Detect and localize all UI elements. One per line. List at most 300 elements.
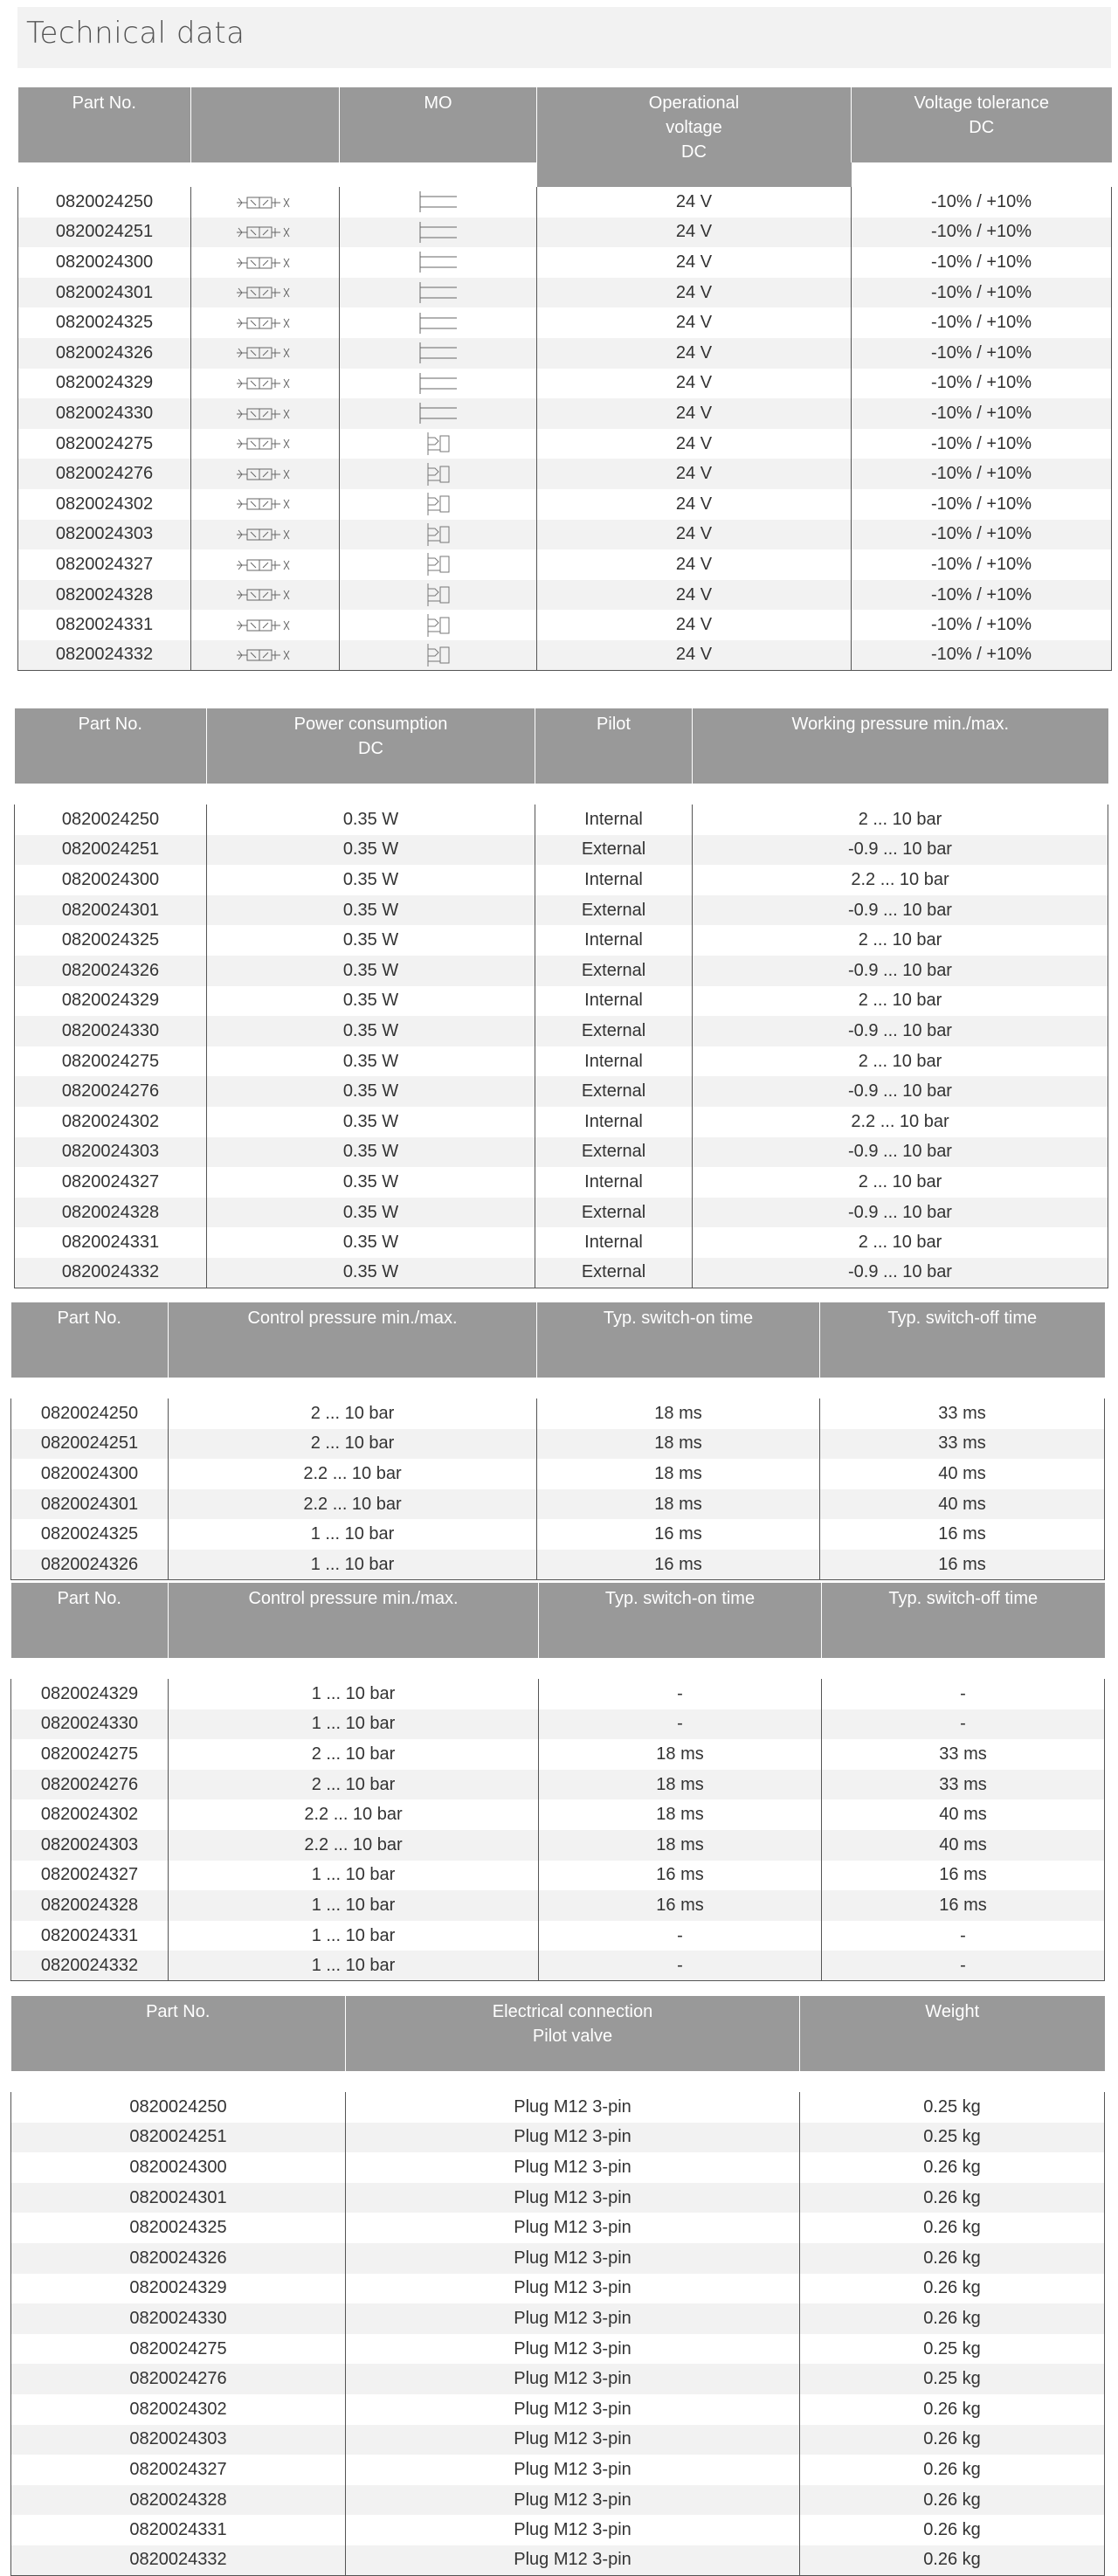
voltage-tolerance: -10% / +10% <box>852 278 1112 308</box>
symbol-cell <box>191 610 340 640</box>
mo-symbol-icon <box>417 250 460 274</box>
table-voltage <box>17 87 1112 671</box>
pilot: Internal <box>535 1167 693 1198</box>
part-number: 0820024329 <box>11 2274 346 2304</box>
col-header: Part No. <box>15 708 207 784</box>
control-pressure: 2 ... 10 bar <box>169 1739 539 1770</box>
switch-on-time: 18 ms <box>539 1799 822 1830</box>
mo-symbol-icon <box>421 642 456 668</box>
table-row <box>15 1046 1108 1077</box>
power-consumption: 0.35 W <box>207 1107 535 1137</box>
part-number: 0820024327 <box>18 549 191 580</box>
table-row <box>11 1489 1105 1520</box>
operational-voltage: 24 V <box>537 278 852 308</box>
weight: 0.26 kg <box>800 2274 1105 2304</box>
table-electrical <box>10 1996 1105 2576</box>
switch-off-time: - <box>822 1709 1105 1740</box>
table-row <box>11 2485 1105 2516</box>
table-row <box>15 986 1108 1017</box>
power-consumption: 0.35 W <box>207 1227 535 1258</box>
table-row <box>18 218 1112 248</box>
col-header: Part No. <box>11 1583 169 1658</box>
electrical-connection: Plug M12 3-pin <box>346 2334 800 2365</box>
voltage-tolerance: -10% / +10% <box>852 398 1112 429</box>
valve-symbol-icon <box>235 374 296 393</box>
electrical-connection: Plug M12 3-pin <box>346 2515 800 2545</box>
col-header: Part No. <box>11 1996 346 2071</box>
mo-cell <box>340 580 537 611</box>
mo-symbol-icon <box>421 582 456 608</box>
table-row <box>15 805 1108 835</box>
voltage-tolerance: -10% / +10% <box>852 338 1112 369</box>
electrical-connection: Plug M12 3-pin <box>346 2455 800 2485</box>
voltage-tolerance: -10% / +10% <box>852 489 1112 520</box>
switch-on-time: - <box>539 1951 822 1981</box>
operational-voltage: 24 V <box>537 307 852 338</box>
weight: 0.25 kg <box>800 2123 1105 2153</box>
table-row <box>18 580 1112 611</box>
working-pressure: 2 ... 10 bar <box>693 1167 1108 1198</box>
mo-symbol-icon <box>421 461 456 487</box>
mo-symbol-icon <box>417 311 460 335</box>
working-pressure: -0.9 ... 10 bar <box>693 1137 1108 1168</box>
symbol-cell <box>191 459 340 489</box>
mo-symbol-icon <box>421 521 456 548</box>
part-number: 0820024275 <box>15 1046 207 1077</box>
switch-off-time: - <box>822 1951 1105 1981</box>
switch-on-time: 18 ms <box>537 1429 820 1460</box>
valve-symbol-icon <box>235 434 296 453</box>
mo-symbol-icon <box>421 551 456 577</box>
power-consumption: 0.35 W <box>207 805 535 835</box>
mo-cell <box>340 278 537 308</box>
col-header: Part No. <box>11 1302 169 1378</box>
mo-cell <box>340 247 537 278</box>
part-number: 0820024326 <box>11 2243 346 2274</box>
table-row <box>11 1739 1105 1770</box>
part-number: 0820024300 <box>18 247 191 278</box>
part-number: 0820024276 <box>11 2364 346 2394</box>
table-row <box>15 1258 1108 1288</box>
switch-on-time: 18 ms <box>537 1459 820 1489</box>
table-row <box>11 1429 1105 1460</box>
table-row <box>11 1459 1105 1489</box>
control-pressure: 1 ... 10 bar <box>169 1519 537 1550</box>
switch-off-time: - <box>822 1921 1105 1951</box>
control-pressure: 1 ... 10 bar <box>169 1890 539 1921</box>
part-number: 0820024328 <box>18 580 191 611</box>
electrical-connection: Plug M12 3-pin <box>346 2485 800 2516</box>
switch-on-time: 18 ms <box>539 1770 822 1800</box>
control-pressure: 2.2 ... 10 bar <box>169 1799 539 1830</box>
mo-cell <box>340 489 537 520</box>
part-number: 0820024300 <box>15 865 207 895</box>
switch-on-time: 16 ms <box>539 1890 822 1921</box>
valve-symbol-icon <box>235 253 296 273</box>
table-row <box>15 1137 1108 1168</box>
part-number: 0820024276 <box>18 459 191 489</box>
table-row <box>18 549 1112 580</box>
part-number: 0820024303 <box>18 520 191 550</box>
table-switch-2 <box>10 1583 1105 1981</box>
voltage-tolerance: -10% / +10% <box>852 369 1112 399</box>
pilot: External <box>535 1137 693 1168</box>
table-row <box>18 307 1112 338</box>
switch-on-time: 18 ms <box>537 1398 820 1429</box>
working-pressure: -0.9 ... 10 bar <box>693 956 1108 986</box>
table-row <box>15 1198 1108 1228</box>
part-number: 0820024302 <box>11 1799 169 1830</box>
table-row <box>18 187 1112 218</box>
power-consumption: 0.35 W <box>207 925 535 956</box>
table-row <box>15 1227 1108 1258</box>
col-header: Typ. switch-on time <box>537 1302 820 1378</box>
col-header: Operational voltage DC <box>537 87 852 187</box>
pilot: External <box>535 1016 693 1046</box>
table-row <box>11 2213 1105 2243</box>
table-row <box>11 2364 1105 2394</box>
working-pressure: 2 ... 10 bar <box>693 1046 1108 1077</box>
valve-symbol-icon <box>235 585 296 604</box>
part-number: 0820024302 <box>11 2394 346 2425</box>
operational-voltage: 24 V <box>537 489 852 520</box>
part-number: 0820024325 <box>15 925 207 956</box>
col-header: Part No. <box>18 87 191 162</box>
part-number: 0820024329 <box>11 1679 169 1709</box>
table-row <box>18 429 1112 459</box>
voltage-tolerance: -10% / +10% <box>852 610 1112 640</box>
mo-symbol-icon <box>421 491 456 517</box>
table-row <box>15 1107 1108 1137</box>
col-header: Working pressure min./max. <box>693 708 1108 784</box>
weight: 0.25 kg <box>800 2092 1105 2123</box>
table-row <box>11 2515 1105 2545</box>
mo-cell <box>340 307 537 338</box>
part-number: 0820024329 <box>18 369 191 399</box>
switch-off-time: 33 ms <box>820 1398 1105 1429</box>
pilot: Internal <box>535 865 693 895</box>
power-consumption: 0.35 W <box>207 895 535 926</box>
part-number: 0820024331 <box>11 1921 169 1951</box>
col-header <box>191 87 340 162</box>
part-number: 0820024326 <box>11 1550 169 1580</box>
symbol-cell <box>191 489 340 520</box>
switch-off-time: 33 ms <box>822 1770 1105 1800</box>
weight: 0.26 kg <box>800 2425 1105 2455</box>
part-number: 0820024275 <box>18 429 191 459</box>
mo-cell <box>340 520 537 550</box>
part-number: 0820024301 <box>11 2183 346 2213</box>
part-number: 0820024328 <box>11 1890 169 1921</box>
col-header: Voltage tolerance DC <box>852 87 1112 162</box>
pilot: Internal <box>535 1046 693 1077</box>
title-bar <box>17 7 1111 68</box>
table-row <box>11 2183 1105 2213</box>
part-number: 0820024327 <box>15 1167 207 1198</box>
symbol-cell <box>191 307 340 338</box>
table-row <box>11 2455 1105 2485</box>
symbol-cell <box>191 398 340 429</box>
part-number: 0820024303 <box>15 1137 207 1168</box>
mo-symbol-icon <box>417 190 460 214</box>
valve-symbol-icon <box>235 465 296 484</box>
pilot: External <box>535 1198 693 1228</box>
symbol-cell <box>191 520 340 550</box>
col-header: Pilot <box>535 708 693 784</box>
table-row <box>11 2425 1105 2455</box>
part-number: 0820024250 <box>15 805 207 835</box>
operational-voltage: 24 V <box>537 549 852 580</box>
table-row <box>11 2394 1105 2425</box>
part-number: 0820024325 <box>11 1519 169 1550</box>
electrical-connection: Plug M12 3-pin <box>346 2152 800 2183</box>
switch-off-time: 16 ms <box>820 1519 1105 1550</box>
electrical-connection: Plug M12 3-pin <box>346 2183 800 2213</box>
pilot: External <box>535 895 693 926</box>
table-row <box>11 2303 1105 2334</box>
symbol-cell <box>191 549 340 580</box>
table-row <box>11 1679 1105 1709</box>
working-pressure: -0.9 ... 10 bar <box>693 1258 1108 1288</box>
valve-symbol-icon <box>235 314 296 333</box>
voltage-tolerance: -10% / +10% <box>852 307 1112 338</box>
part-number: 0820024330 <box>11 1709 169 1740</box>
operational-voltage: 24 V <box>537 369 852 399</box>
pilot: Internal <box>535 1107 693 1137</box>
electrical-connection: Plug M12 3-pin <box>346 2092 800 2123</box>
working-pressure: -0.9 ... 10 bar <box>693 1198 1108 1228</box>
mo-cell <box>340 610 537 640</box>
working-pressure: -0.9 ... 10 bar <box>693 1076 1108 1107</box>
voltage-tolerance: -10% / +10% <box>852 640 1112 671</box>
table-row <box>11 1709 1105 1740</box>
part-number: 0820024275 <box>11 2334 346 2365</box>
table-row <box>18 369 1112 399</box>
switch-on-time: - <box>539 1921 822 1951</box>
electrical-connection: Plug M12 3-pin <box>346 2243 800 2274</box>
mo-cell <box>340 369 537 399</box>
mo-symbol-icon <box>417 341 460 365</box>
table-row <box>11 1861 1105 1891</box>
mo-cell <box>340 459 537 489</box>
control-pressure: 1 ... 10 bar <box>169 1709 539 1740</box>
pilot: External <box>535 956 693 986</box>
control-pressure: 2 ... 10 bar <box>169 1398 537 1429</box>
part-number: 0820024300 <box>11 1459 169 1489</box>
part-number: 0820024328 <box>11 2485 346 2516</box>
pilot: Internal <box>535 1227 693 1258</box>
control-pressure: 1 ... 10 bar <box>169 1550 537 1580</box>
part-number: 0820024250 <box>18 187 191 218</box>
table-row <box>15 925 1108 956</box>
electrical-connection: Plug M12 3-pin <box>346 2545 800 2576</box>
part-number: 0820024251 <box>15 835 207 866</box>
voltage-tolerance: -10% / +10% <box>852 247 1112 278</box>
power-consumption: 0.35 W <box>207 986 535 1017</box>
control-pressure: 2 ... 10 bar <box>169 1770 539 1800</box>
switch-on-time: - <box>539 1709 822 1740</box>
voltage-tolerance: -10% / +10% <box>852 520 1112 550</box>
part-number: 0820024325 <box>11 2213 346 2243</box>
col-header: Typ. switch-off time <box>820 1302 1105 1378</box>
mo-cell <box>340 398 537 429</box>
pilot: External <box>535 1258 693 1288</box>
power-consumption: 0.35 W <box>207 1046 535 1077</box>
voltage-tolerance: -10% / +10% <box>852 459 1112 489</box>
mo-symbol-icon <box>417 401 460 425</box>
switch-off-time: 16 ms <box>820 1550 1105 1580</box>
working-pressure: 2 ... 10 bar <box>693 925 1108 956</box>
table-row <box>18 489 1112 520</box>
part-number: 0820024332 <box>15 1258 207 1288</box>
part-number: 0820024303 <box>11 1830 169 1861</box>
switch-on-time: 16 ms <box>537 1550 820 1580</box>
valve-symbol-icon <box>235 193 296 212</box>
part-number: 0820024301 <box>15 895 207 926</box>
mo-symbol-icon <box>417 220 460 245</box>
col-header: Electrical connection Pilot valve <box>346 1996 800 2071</box>
operational-voltage: 24 V <box>537 610 852 640</box>
mo-cell <box>340 338 537 369</box>
switch-off-time: 40 ms <box>822 1830 1105 1861</box>
pilot: Internal <box>535 986 693 1017</box>
table-row <box>15 895 1108 926</box>
switch-off-time: 40 ms <box>820 1489 1105 1520</box>
power-consumption: 0.35 W <box>207 1137 535 1168</box>
control-pressure: 1 ... 10 bar <box>169 1861 539 1891</box>
table-switch-1 <box>10 1302 1105 1580</box>
pilot: External <box>535 1076 693 1107</box>
pilot: External <box>535 835 693 866</box>
operational-voltage: 24 V <box>537 459 852 489</box>
table-power <box>14 708 1108 1288</box>
mo-cell <box>340 429 537 459</box>
col-header: Control pressure min./max. <box>169 1302 537 1378</box>
part-number: 0820024330 <box>18 398 191 429</box>
col-header: Control pressure min./max. <box>169 1583 539 1658</box>
part-number: 0820024276 <box>11 1770 169 1800</box>
table-row <box>11 2334 1105 2365</box>
weight: 0.26 kg <box>800 2213 1105 2243</box>
part-number: 0820024302 <box>15 1107 207 1137</box>
weight: 0.25 kg <box>800 2334 1105 2365</box>
power-consumption: 0.35 W <box>207 1167 535 1198</box>
table-row <box>18 247 1112 278</box>
weight: 0.26 kg <box>800 2152 1105 2183</box>
switch-on-time: 18 ms <box>539 1739 822 1770</box>
electrical-connection: Plug M12 3-pin <box>346 2274 800 2304</box>
electrical-connection: Plug M12 3-pin <box>346 2123 800 2153</box>
switch-off-time: - <box>822 1679 1105 1709</box>
table-row <box>15 835 1108 866</box>
part-number: 0820024276 <box>15 1076 207 1107</box>
control-pressure: 2.2 ... 10 bar <box>169 1830 539 1861</box>
mo-cell <box>340 640 537 671</box>
pilot: Internal <box>535 925 693 956</box>
switch-off-time: 16 ms <box>822 1890 1105 1921</box>
switch-off-time: 33 ms <box>822 1739 1105 1770</box>
operational-voltage: 24 V <box>537 187 852 218</box>
switch-off-time: 16 ms <box>822 1861 1105 1891</box>
table-row <box>11 2243 1105 2274</box>
valve-symbol-icon <box>235 616 296 635</box>
symbol-cell <box>191 640 340 671</box>
part-number: 0820024331 <box>11 2515 346 2545</box>
mo-cell <box>340 187 537 218</box>
electrical-connection: Plug M12 3-pin <box>346 2303 800 2334</box>
table-row <box>11 1519 1105 1550</box>
mo-symbol-icon <box>421 431 456 457</box>
table-row <box>18 398 1112 429</box>
part-number: 0820024331 <box>15 1227 207 1258</box>
working-pressure: 2.2 ... 10 bar <box>693 1107 1108 1137</box>
control-pressure: 1 ... 10 bar <box>169 1951 539 1981</box>
power-consumption: 0.35 W <box>207 1198 535 1228</box>
part-number: 0820024332 <box>11 2545 346 2576</box>
control-pressure: 1 ... 10 bar <box>169 1921 539 1951</box>
valve-symbol-icon <box>235 646 296 665</box>
valve-symbol-icon <box>235 556 296 575</box>
part-number: 0820024325 <box>18 307 191 338</box>
part-number: 0820024251 <box>11 2123 346 2153</box>
working-pressure: 2 ... 10 bar <box>693 1227 1108 1258</box>
part-number: 0820024300 <box>11 2152 346 2183</box>
table-row <box>18 610 1112 640</box>
mo-cell <box>340 218 537 248</box>
part-number: 0820024327 <box>11 2455 346 2485</box>
part-number: 0820024330 <box>11 2303 346 2334</box>
part-number: 0820024331 <box>18 610 191 640</box>
control-pressure: 2 ... 10 bar <box>169 1429 537 1460</box>
table-row <box>11 2274 1105 2304</box>
switch-on-time: 18 ms <box>539 1830 822 1861</box>
table-row <box>18 278 1112 308</box>
col-header: Typ. switch-off time <box>822 1583 1105 1658</box>
weight: 0.25 kg <box>800 2364 1105 2394</box>
working-pressure: 2 ... 10 bar <box>693 986 1108 1017</box>
symbol-cell <box>191 247 340 278</box>
table-row <box>11 1770 1105 1800</box>
part-number: 0820024251 <box>18 218 191 248</box>
electrical-connection: Plug M12 3-pin <box>346 2213 800 2243</box>
table-row <box>11 1951 1105 1981</box>
weight: 0.26 kg <box>800 2515 1105 2545</box>
part-number: 0820024251 <box>11 1429 169 1460</box>
voltage-tolerance: -10% / +10% <box>852 549 1112 580</box>
col-header: Typ. switch-on time <box>539 1583 822 1658</box>
mo-cell <box>340 549 537 580</box>
voltage-tolerance: -10% / +10% <box>852 429 1112 459</box>
weight: 0.26 kg <box>800 2303 1105 2334</box>
weight: 0.26 kg <box>800 2394 1105 2425</box>
part-number: 0820024326 <box>15 956 207 986</box>
weight: 0.26 kg <box>800 2183 1105 2213</box>
control-pressure: 1 ... 10 bar <box>169 1679 539 1709</box>
valve-symbol-icon <box>235 223 296 242</box>
part-number: 0820024250 <box>11 1398 169 1429</box>
valve-symbol-icon <box>235 525 296 544</box>
operational-voltage: 24 V <box>537 429 852 459</box>
weight: 0.26 kg <box>800 2455 1105 2485</box>
working-pressure: -0.9 ... 10 bar <box>693 835 1108 866</box>
weight: 0.26 kg <box>800 2485 1105 2516</box>
table-row <box>11 2123 1105 2153</box>
weight: 0.26 kg <box>800 2243 1105 2274</box>
part-number: 0820024303 <box>11 2425 346 2455</box>
power-consumption: 0.35 W <box>207 956 535 986</box>
table-row <box>15 865 1108 895</box>
part-number: 0820024301 <box>18 278 191 308</box>
